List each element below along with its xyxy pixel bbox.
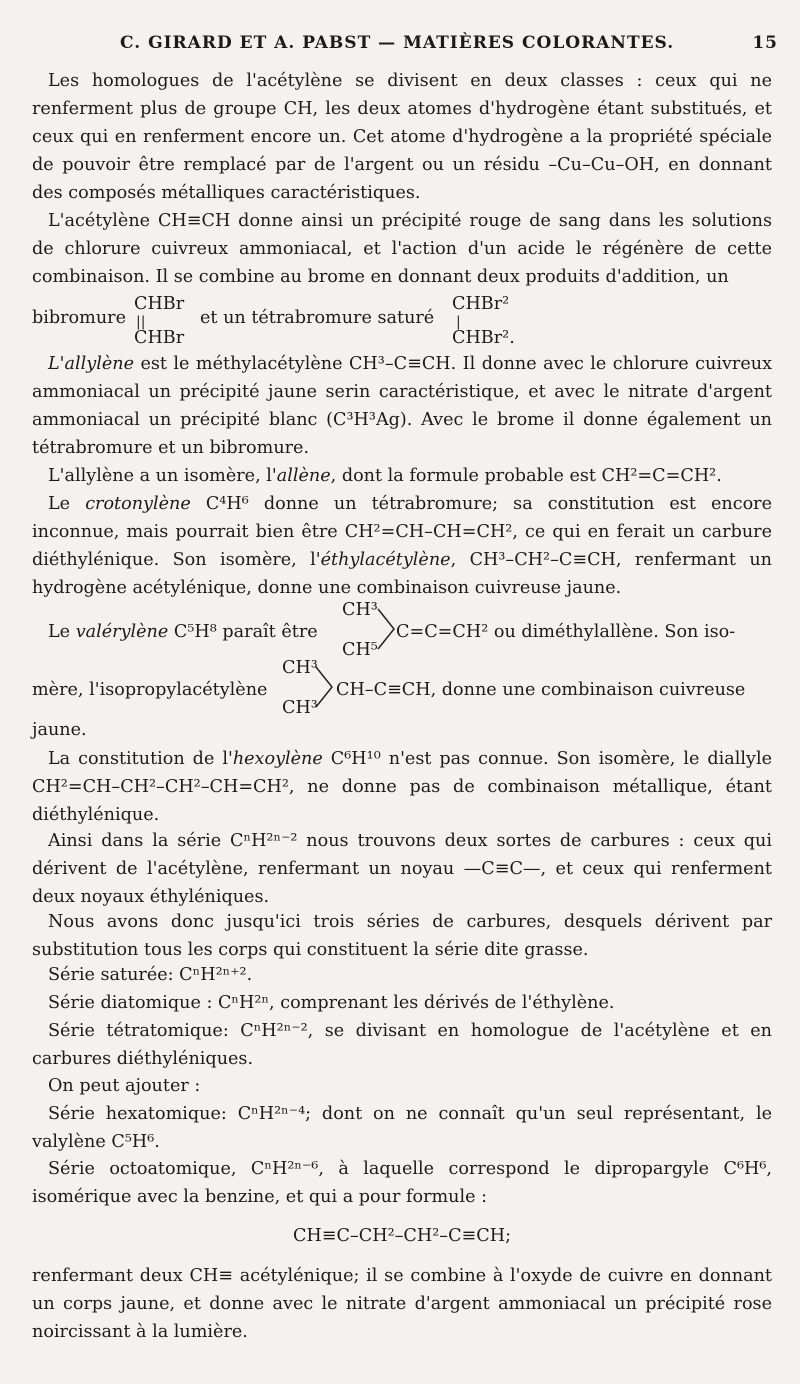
isopropyl-bracket [314,665,334,709]
term-ethylacetylene: éthylacétylène [320,550,451,570]
allene-text-end: , dont la formule probable est CH²=C=CH². [330,466,722,486]
term-hexoylene: hexoylène [232,749,323,769]
allylene-text: est le méthylacétylène CH³–C≡CH. Il donne avec le chlorure cuivreux ammoniacal un précipité jaune serin caractéristique, et avec le nitrate d'argent ammoniacal un précipité blanc (C³H³Ag). Avec le brome il donne également un tétrabromure et un bibromure. [32,354,772,458]
header-title: C. GIRARD ET A. PABST — MATIÈRES COLORANTES. [120,33,675,53]
bibromure-top: CHBr [134,294,185,314]
term-allylene: L'allylène [48,354,134,374]
isopropyl-rest: CH–C≡CH, donne une combinaison cuivreuse [336,680,746,700]
term-crotonylene: crotonylène [85,494,191,514]
hexoylene-end: C⁶H¹⁰ n'est pas connue. Son isomère, le diallyle CH²=CH–CH²–CH²–CH=CH², ne donne pas de combinaison métallique, étant diéthylénique. [32,749,772,825]
paragraph-allylene [32,350,772,462]
paragraph-final: renfermant deux CH≡ acétylénique; il se combine à l'oxyde de cuivre en donnant un corps jaune, et donne avec le nitrate d'argent ammoniacal un précipité rose noircissant à la lumière. [32,1266,772,1342]
bibromure-bottom: CHBr [134,328,185,348]
tetrabromure-bottom: CHBr². [452,328,515,348]
isopropyl-top: CH³ [282,658,318,678]
tetrabromure-text: et un tétrabromure saturé [200,308,435,328]
crotonylene-mid: C⁴H⁶ donne un tétrabromure; sa constitution est encore inconnue, mais pourrait bien être CH²=CH–CH=CH², ce qui en ferait un carbure diéthylénique. Son isomère, l' [32,494,772,570]
hexoylene-start: La constitution de l' [48,749,233,769]
double-bond: || [136,314,146,330]
crotonylene-end: , CH³–CH²–C≡CH, renfermant un hydrogène acétylénique, donne une combinaison cuivreuse jaune. [32,550,772,598]
serie-hexatomique: Série hexatomique: CⁿH²ⁿ⁻⁴; dont on ne connaît qu'un seul représentant, le valylène C⁵H⁶. [32,1104,772,1152]
valerylene-bracket [376,607,396,651]
paragraph-trois-series: Nous avons donc jusqu'ici trois séries de carbures, desquels dérivent par substitution tous les corps qui constituent la série dite grasse. [32,912,772,960]
valerylene-top: CH³ [342,600,378,620]
term-allene: allène [276,466,331,486]
serie-diatomique: Série diatomique : CⁿH²ⁿ, comprenant les dérivés de l'éthylène. [48,993,615,1013]
paragraph-homologues: Les homologues de l'acétylène se divisent en deux classes : ceux qui ne renferment plus de groupe CH, les deux atomes d'hydrogène étant substitués, et ceux qui en renferment encore un. Cet atome d'hydrogène a la propriété spéciale de pouvoir être remplacé par de l'argent ou un résidu –Cu–Cu–OH, en donnant des composés métalliques caractéristiques. [32,71,772,203]
single-bond: | [456,314,461,330]
isopropyl-start: mère, l'isopropylacétylène [32,680,268,700]
paragraph-allene [32,462,772,490]
isopropyl-bottom: CH³ [282,698,318,718]
tetrabromure-top: CHBr² [452,294,510,314]
serie-tetratomique: Série tétratomique: CⁿH²ⁿ⁻², se divisant en homologue de l'acétylène et en carbures diéthyléniques. [32,1021,772,1069]
term-valerylene: valérylène [75,622,169,642]
valerylene-text [48,620,318,644]
allene-text-start: L'allylène a un isomère, l' [48,466,277,486]
bibromure-label: bibromure [32,308,126,328]
on-peut-ajouter: On peut ajouter : [48,1076,201,1096]
serie-saturee: Série saturée: CⁿH²ⁿ⁺². [48,965,253,985]
isopropyl-end: jaune. [32,720,87,740]
paragraph-serie-cn: Ainsi dans la série CⁿH²ⁿ⁻² nous trouvons deux sortes de carbures : ceux qui dérivent de l'acétylène, renfermant un noyau —C≡C—, et ceux qui renferment deux noyaux éthyléniques. [32,831,772,907]
valerylene-rest: C=C=CH² ou diméthylallène. Son iso- [396,622,736,642]
valerylene-formula: C⁵H⁸ paraît être [168,622,318,642]
page-number: 15 [752,33,778,53]
paragraph-hexoylene [32,745,772,829]
serie-octoatomique: Série octoatomique, CⁿH²ⁿ⁻⁶, à laquelle correspond le dipropargyle C⁶H⁶, isomérique avec la benzine, et qui a pour formule : [32,1159,772,1207]
paragraph-acetylene: L'acétylène CH≡CH donne ainsi un précipité rouge de sang dans les solutions de chlorure cuivreux ammoniacal, et l'action d'un acide le régénère de cette combinaison. Il se combine au brome en donnant deux produits d'addition, un [32,211,772,287]
dipropargyle-formula: CH≡C–CH²–CH²–C≡CH; [292,1226,512,1246]
crotonylene-start: Le [48,494,86,514]
running-header [32,33,778,55]
valerylene-bottom: CH⁵ [342,640,378,660]
paragraph-crotonylene [32,490,772,602]
valerylene-start: Le [48,622,76,642]
